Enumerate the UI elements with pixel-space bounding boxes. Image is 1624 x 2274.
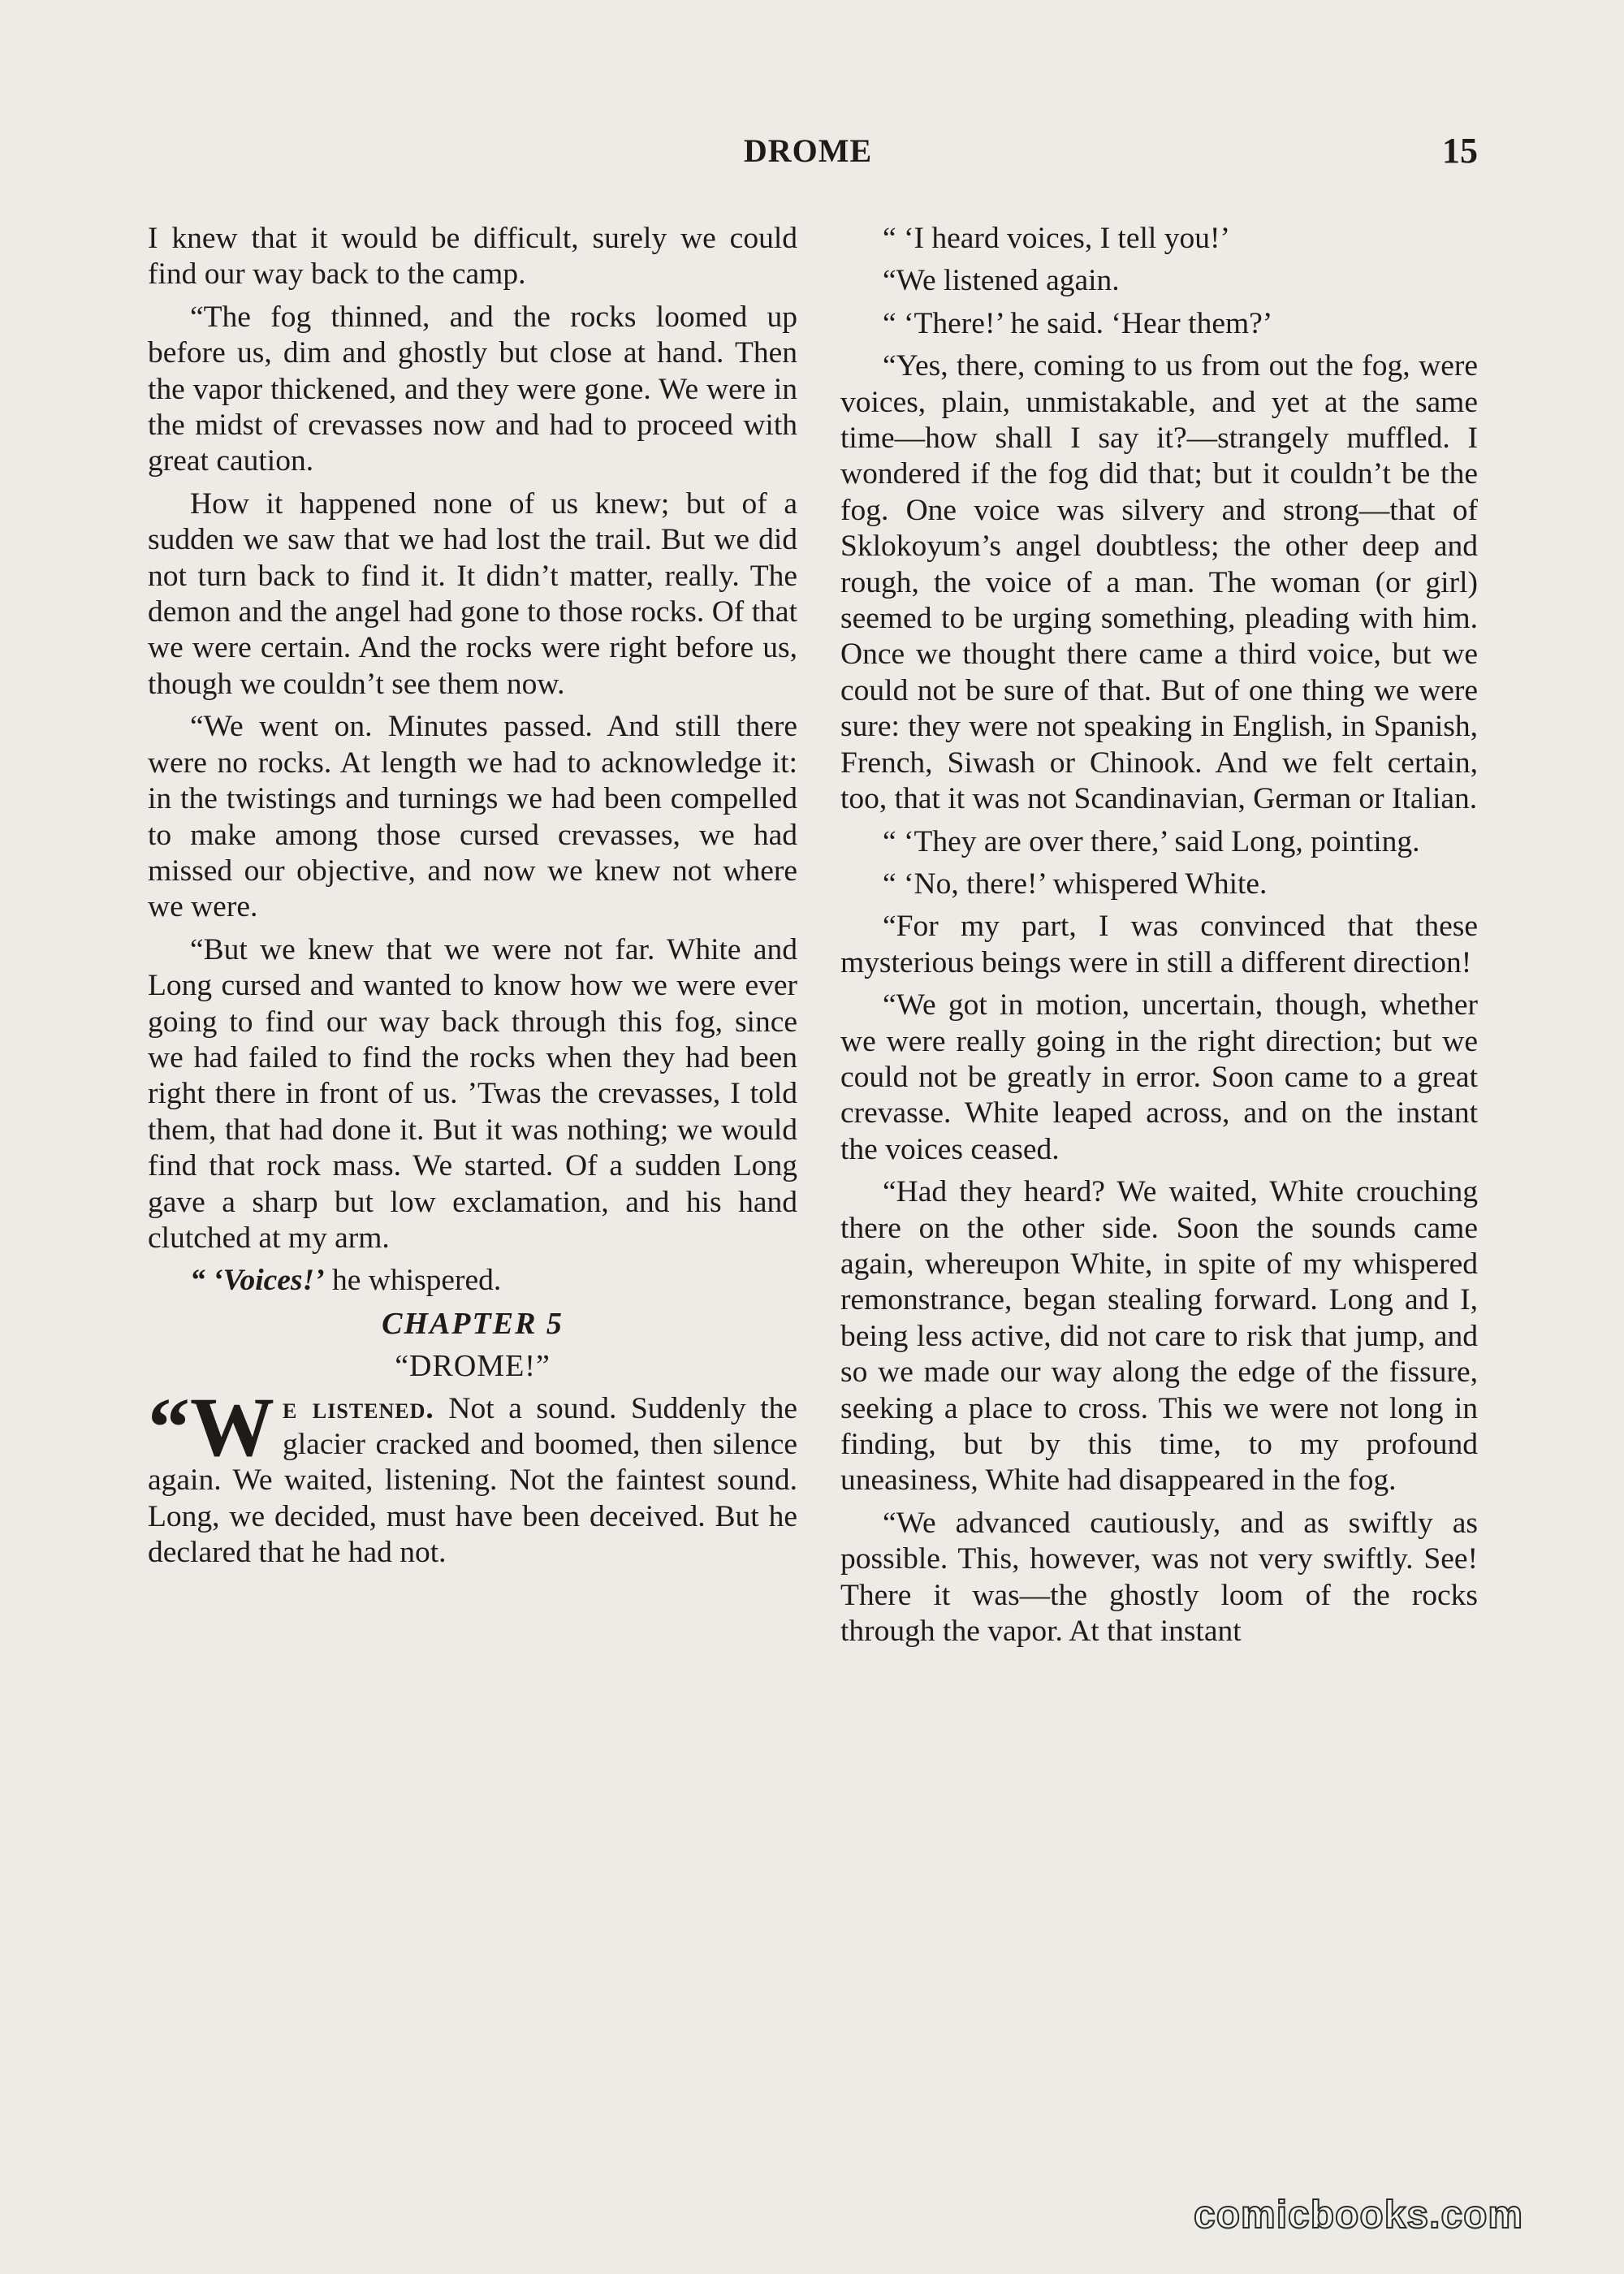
drop-cap-quote: “ (148, 1380, 190, 1474)
drop-cap-letter: W (190, 1380, 274, 1474)
chapter-title: “DROME!” (395, 1349, 551, 1384)
paragraph: How it happened none of us knew; but of a sudden we saw that we had lost the trail. But we did not turn back to find it. It didn’t matter, really. The demon and the angel had gone to those rocks. Of that we were certain. And the rocks were right before us, though we couldn’t see them now. (148, 486, 797, 701)
voices-quote: “ ‘Voices!’ (190, 1264, 325, 1298)
small-caps-lead: e listened. (283, 1391, 434, 1425)
paragraph: “We got in motion, uncertain, though, whether we were really going in the right direction; but we could not be greatly in error. Soon came to a great crevasse. White leaped across, and on the instant the voices ceased. (840, 988, 1478, 1166)
paragraph-text: he whispered. (324, 1264, 502, 1298)
running-header-title: DROME (743, 132, 873, 169)
paragraph: “But we knew that we were not far. White and Long cursed and wanted to know how we were ever going to find our way back through this fog, since we had failed to find the rocks when they had been right there in front of us. ’Twas the crevasses, I told them, that had done it. But it was nothing; we would find that rock mass. We started. Of a sudden Long gave a sharp but low exclamation, and his hand clutched at my arm. (148, 932, 797, 1255)
paragraph: “We went on. Minutes passed. And still there were no rocks. At length we had to acknowledge it: in the twistings and turnings we had been compelled to make among those cursed crevasses, we had missed our objective, and now we knew not where we were. (148, 710, 797, 924)
paragraph (148, 1263, 797, 1299)
watermark: comicbooks.com (1194, 2194, 1524, 2237)
paragraph: “The fog thinned, and the rocks loomed up before us, dim and ghostly but close at hand. Then the vapor thickened, and they were gone. We were in the midst of crevasses now and had to proceed with great caution. (148, 300, 797, 478)
paragraph-text: Not a sound. Suddenly the glacier cracked and boomed, then silence again. We waited, listening. Not the faintest sound. Long, we decided, must have been deceived. But he declared that he had not. (148, 1391, 797, 1570)
chapter-number: CHAPTER 5 (382, 1306, 564, 1341)
paragraph: “For my part, I was convinced that these mysterious beings were in still a different direction! (840, 910, 1478, 979)
paragraph: “Had they heard? We waited, White crouching there on the other side. Soon the sounds came again, whereupon White, in spite of my whispered remonstrance, began stealing forward. Long and I, being less active, did not care to risk that jump, and so we made our way along the edge of the fissure, seeking a place to cross. This we were not long in finding, but by this time, to my profound uneasiness, White had disappeared in the fog. (840, 1175, 1478, 1498)
paragraph: “We advanced cautiously, and as swiftly as possible. This, however, was not very swiftly. See! There it was—the ghostly loom of the rocks through the vapor. At that instant (840, 1506, 1478, 1649)
paragraph: “ ‘No, there!’ whispered White. (883, 867, 1268, 901)
drop-cap (148, 1380, 274, 1474)
right-text-column (840, 221, 1478, 1656)
opening-paragraph (148, 1380, 797, 1571)
paragraph: “ ‘There!’ he said. ‘Hear them?’ (883, 306, 1273, 340)
paragraph: “ ‘They are over there,’ said Long, pointing. (883, 824, 1420, 858)
paragraph: “Yes, there, coming to us from out the fog, were voices, plain, unmistakable, and yet at the same time—how shall I say it?—strangely muffled. I wondered if the fog did that; but it couldn’t be the fog. One voice was silvery and strong—that of Sklokoyum’s angel doubtless; the other deep and rough, the voice of a man. The woman (or girl) seemed to be urging something, pleading with him. Once we thought there came a third voice, but we could not be sure of that. But of one thing we were sure: they were not speaking in English, in Spanish, French, Siwash or Chinook. And we felt certain, too, that it was not Scandinavian, German or Italian. (840, 349, 1478, 816)
paragraph: “ ‘I heard voices, I tell you!’ (883, 222, 1230, 255)
page-number: 15 (1442, 131, 1478, 171)
paragraph: I knew that it would be difficult, surely we could find our way back to the camp. (148, 222, 797, 292)
left-text-column (148, 221, 797, 1578)
paragraph: “We listened again. (883, 264, 1120, 298)
